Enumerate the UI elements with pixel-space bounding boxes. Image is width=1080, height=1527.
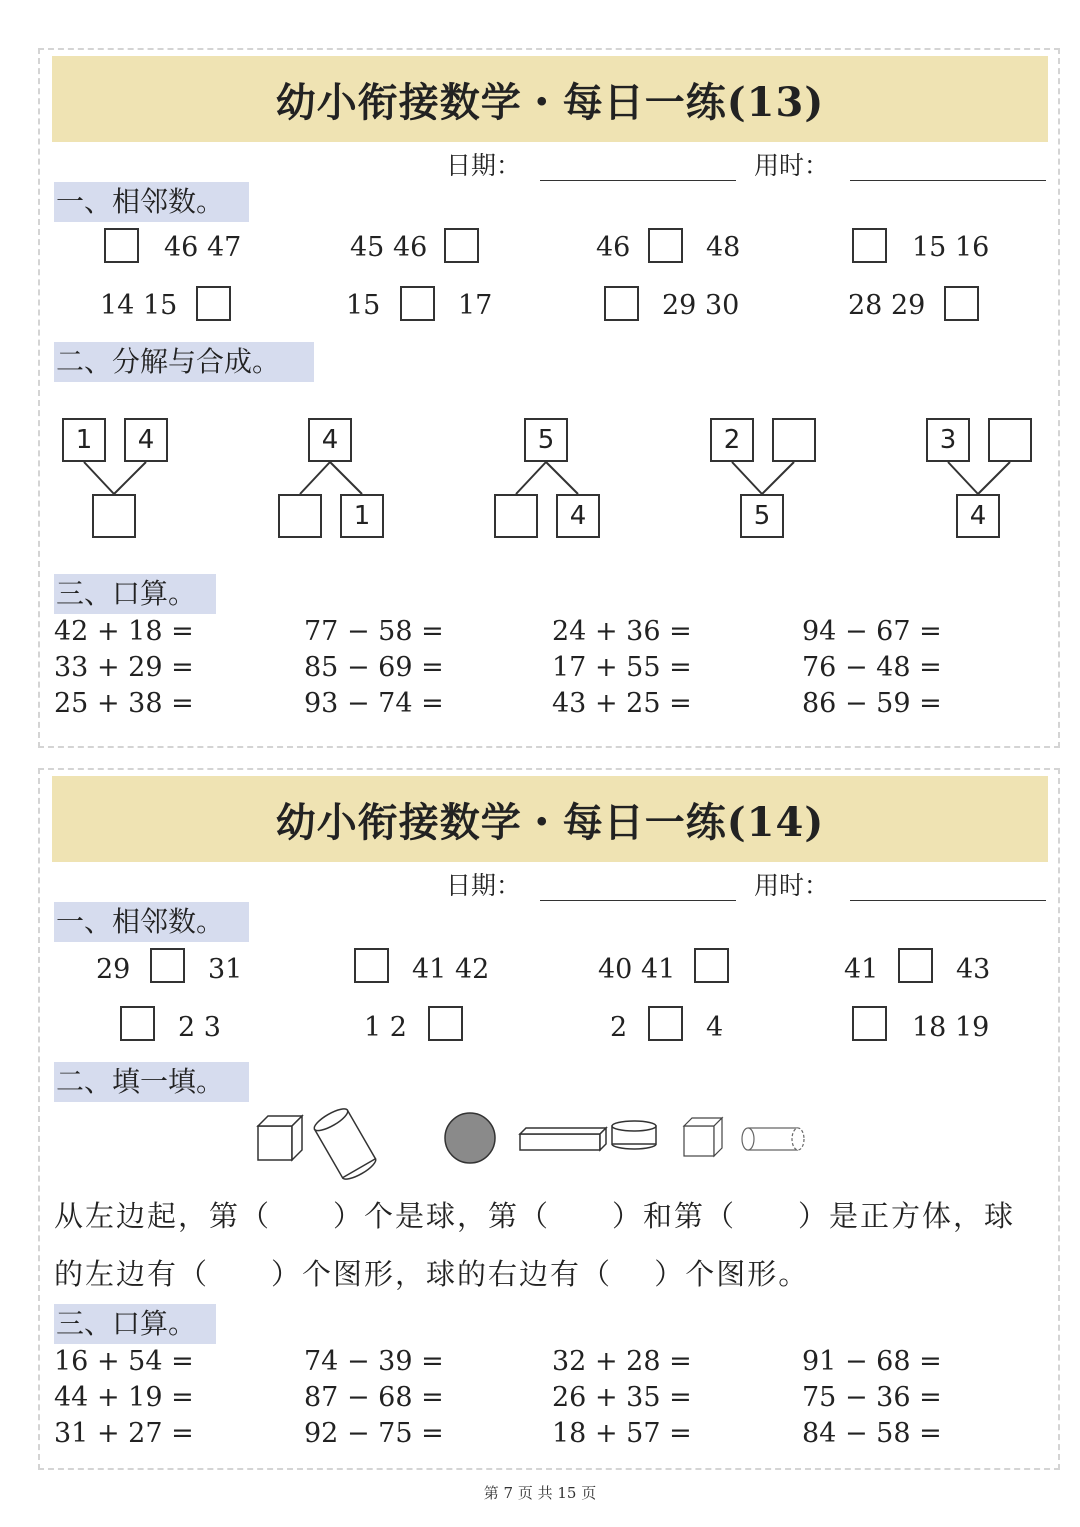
calc-problem: 94 − 67 = xyxy=(802,616,942,647)
calc-problem: 87 − 68 = xyxy=(304,1382,444,1413)
cube-shape xyxy=(258,1116,302,1160)
number: 48 xyxy=(706,232,741,263)
number-pair: 18 19 xyxy=(912,1012,990,1043)
answer-box[interactable] xyxy=(444,228,479,263)
answer-box[interactable] xyxy=(604,286,639,321)
cuboid-shape xyxy=(520,1128,606,1150)
calc-problem: 77 − 58 = xyxy=(304,616,444,647)
answer-box[interactable] xyxy=(898,948,933,983)
worksheet-13 xyxy=(38,48,1060,748)
calc-problem: 17 + 55 = xyxy=(552,652,692,683)
number-pair: 46 47 xyxy=(164,232,242,263)
bond-box: 4 xyxy=(308,418,352,462)
lying-cylinder-shape xyxy=(742,1128,804,1150)
number-pair: 14 15 xyxy=(100,290,178,321)
time-blank[interactable] xyxy=(850,180,1046,181)
title-banner xyxy=(52,56,1048,142)
answer-box[interactable] xyxy=(494,494,538,538)
number: 17 xyxy=(458,290,493,321)
calc-problem: 31 + 27 = xyxy=(54,1418,194,1449)
section-header-neighbors: 一、相邻数。 xyxy=(54,902,249,942)
section-header-decompose: 二、分解与合成。 xyxy=(54,342,314,382)
number: 31 xyxy=(208,954,243,985)
bond-box: 5 xyxy=(524,418,568,462)
calc-problem: 93 − 74 = xyxy=(304,688,444,719)
answer-box[interactable] xyxy=(772,418,816,462)
cylinder-shape xyxy=(312,1105,379,1183)
date-blank[interactable] xyxy=(540,900,736,901)
number-pair: 1 2 xyxy=(364,1012,407,1043)
date-label: 日期： xyxy=(446,871,522,900)
section-header-fill-in: 二、填一填。 xyxy=(54,1062,249,1102)
calc-problem: 76 − 48 = xyxy=(802,652,942,683)
section-header-mental-math: 三、口算。 xyxy=(54,1304,216,1344)
number-pair: 29 30 xyxy=(662,290,740,321)
number: 2 xyxy=(610,1012,628,1043)
date-time-row xyxy=(40,144,1058,184)
answer-box[interactable] xyxy=(648,228,683,263)
number: 41 xyxy=(844,954,879,985)
section-header-neighbors: 一、相邻数。 xyxy=(54,182,249,222)
time-label: 用时： xyxy=(754,871,830,900)
bond-box: 4 xyxy=(124,418,168,462)
answer-box[interactable] xyxy=(278,494,322,538)
time-blank[interactable] xyxy=(850,900,1046,901)
title-banner xyxy=(52,776,1048,862)
number-bond-merge xyxy=(708,418,828,548)
sphere-shape xyxy=(445,1113,495,1163)
number-bond-merge xyxy=(60,418,180,548)
answer-box[interactable] xyxy=(944,286,979,321)
answer-box[interactable] xyxy=(196,286,231,321)
calc-problem: 24 + 36 = xyxy=(552,616,692,647)
date-blank[interactable] xyxy=(540,180,736,181)
answer-box[interactable] xyxy=(400,286,435,321)
number: 29 xyxy=(96,954,131,985)
bond-box: 1 xyxy=(62,418,106,462)
number-pair: 40 41 xyxy=(598,954,676,985)
flat-cylinder-shape xyxy=(612,1121,656,1149)
bond-box: 1 xyxy=(340,494,384,538)
section-header-mental-math: 三、口算。 xyxy=(54,574,216,614)
calc-problem: 33 + 29 = xyxy=(54,652,194,683)
number: 46 xyxy=(596,232,631,263)
worksheet-title: 幼小衔接数学・每日一练(13) xyxy=(275,78,825,126)
number-bond-split xyxy=(276,418,396,548)
answer-box[interactable] xyxy=(92,494,136,538)
page-footer: 第 7 页 共 15 页 xyxy=(483,1484,597,1502)
cube-shape xyxy=(684,1118,722,1156)
number: 15 xyxy=(346,290,381,321)
calc-problem: 86 − 59 = xyxy=(802,688,942,719)
answer-box[interactable] xyxy=(150,948,185,983)
answer-box[interactable] xyxy=(852,228,887,263)
number-pair: 2 3 xyxy=(178,1012,221,1043)
calc-problem: 26 + 35 = xyxy=(552,1382,692,1413)
calc-problem: 85 − 69 = xyxy=(304,652,444,683)
bond-box: 2 xyxy=(710,418,754,462)
calc-problem: 18 + 57 = xyxy=(552,1418,692,1449)
date-time-row xyxy=(40,864,1058,904)
number: 43 xyxy=(956,954,991,985)
answer-box[interactable] xyxy=(852,1006,887,1041)
bond-box: 4 xyxy=(556,494,600,538)
date-label: 日期： xyxy=(446,151,522,180)
answer-box[interactable] xyxy=(104,228,139,263)
calc-problem: 74 − 39 = xyxy=(304,1346,444,1377)
number-bond-split xyxy=(492,418,612,548)
calc-problem: 75 − 36 = xyxy=(802,1382,942,1413)
bond-box: 5 xyxy=(740,494,784,538)
worksheet-title: 幼小衔接数学・每日一练(14) xyxy=(275,798,825,846)
calc-problem: 16 + 54 = xyxy=(54,1346,194,1377)
worksheet-14 xyxy=(38,768,1060,1470)
bond-box: 3 xyxy=(926,418,970,462)
fill-in-question-line-1: 从左边起，第（ ）个是球，第（ ）和第（ ）是正方体，球 xyxy=(54,1199,1016,1233)
calc-problem: 43 + 25 = xyxy=(552,688,692,719)
answer-box[interactable] xyxy=(988,418,1032,462)
calc-problem: 44 + 19 = xyxy=(54,1382,194,1413)
number-pair: 28 29 xyxy=(848,290,926,321)
calc-problem: 91 − 68 = xyxy=(802,1346,942,1377)
shapes-row xyxy=(250,1104,820,1184)
number-pair: 41 42 xyxy=(412,954,490,985)
calc-problem: 84 − 58 = xyxy=(802,1418,942,1449)
answer-box[interactable] xyxy=(694,948,729,983)
bond-box: 4 xyxy=(956,494,1000,538)
answer-box[interactable] xyxy=(354,948,389,983)
calc-problem: 32 + 28 = xyxy=(552,1346,692,1377)
number-pair: 15 16 xyxy=(912,232,990,263)
number-pair: 45 46 xyxy=(350,232,428,263)
fill-in-question-line-2: 的左边有（ ）个图形，球的右边有（ ）个图形。 xyxy=(54,1257,810,1291)
answer-box[interactable] xyxy=(120,1006,155,1041)
number-bond-merge xyxy=(924,418,1044,548)
calc-problem: 25 + 38 = xyxy=(54,688,194,719)
number: 4 xyxy=(706,1012,724,1043)
answer-box[interactable] xyxy=(648,1006,683,1041)
time-label: 用时： xyxy=(754,151,830,180)
answer-box[interactable] xyxy=(428,1006,463,1041)
calc-problem: 42 + 18 = xyxy=(54,616,194,647)
calc-problem: 92 − 75 = xyxy=(304,1418,444,1449)
